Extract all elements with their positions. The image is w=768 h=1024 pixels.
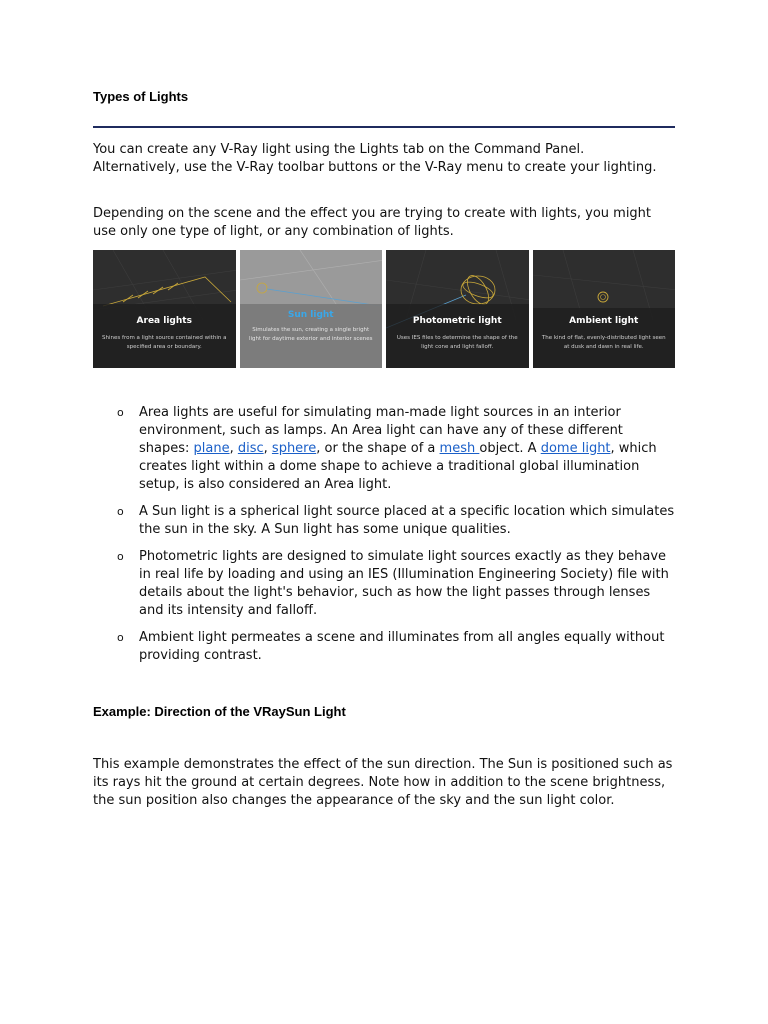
tile-photometric-light (386, 250, 529, 368)
link-plane[interactable]: plane (193, 441, 230, 456)
section-heading-vraysun-direction: Example: Direction of the VRaySun Light (93, 704, 346, 719)
tile-title: Area lights (136, 316, 192, 326)
bullet-marker: o (117, 631, 124, 644)
tile-ambient-light (533, 250, 676, 368)
tile-description: Uses IES files to determine the shape of the light cone and light falloff. (396, 335, 518, 350)
tile-title: Sun light (287, 310, 334, 320)
bullet-marker: o (117, 406, 124, 419)
intro-paragraph: You can create any V-Ray light using the Lights tab on the Command Panel. Alternatively, use the V-Ray toolbar buttons or the V-Ray menu to create your lighting. (93, 142, 657, 175)
list-item-area-lights: o Area lights are useful for simulating man-made light sources in an interior environment, such as lamps. An Area light can have any of these different shapes: plane, disc, sphere, or the shape of a mesh object. A dome light, which creates light within a dome shape to achieve a traditional global illumination setup, is also considered an Area light. (117, 405, 657, 492)
list-item-photometric-lights: o Photometric lights are designed to simulate light sources exactly as they behave in real life by loading and using an IES (Illumination Engineering Society) file with details about the light's behavior, such as how the light passes through lenses and its intensity and falloff. (117, 549, 669, 618)
list-item-sun-light: o A Sun light is a spherical light source placed at a specific location which simulates the sun in the sky. A Sun light has some unique qualities. (117, 504, 675, 537)
list-item-ambient-light: o Ambient light permeates a scene and illuminates from all angles equally without providing contrast. (117, 630, 665, 663)
bullet-marker: o (117, 505, 124, 518)
link-dome-light[interactable]: dome light (540, 441, 611, 456)
section-heading-types-of-lights: Types of Lights (93, 89, 189, 104)
tile-description: Shines from a light source contained within a specified area or boundary. (102, 335, 227, 350)
light-types-image (93, 250, 675, 368)
link-sphere[interactable]: sphere (271, 441, 317, 456)
bullet-marker: o (117, 550, 124, 563)
tile-sun-light (240, 250, 383, 368)
tile-area-lights (93, 250, 236, 368)
heading-divider (93, 126, 675, 128)
depending-paragraph: Depending on the scene and the effect you are trying to create with lights, you might use only one type of light, or any combination of lights. (93, 206, 652, 239)
link-disc[interactable]: disc (237, 441, 264, 456)
tile-description: Simulates the sun, creating a single bright light for daytime exterior and interior scenes (248, 327, 373, 342)
example-paragraph: This example demonstrates the effect of the sun direction. The Sun is positioned such as its rays hit the ground at certain degrees. Note how in addition to the scene brightness, the sun position also changes the appearance of the sky and the sun light color. (93, 757, 673, 808)
link-mesh[interactable]: mesh (439, 441, 480, 456)
tile-title: Ambient light (569, 316, 639, 326)
tile-title: Photometric light (412, 316, 502, 326)
light-types-list (115, 404, 675, 674)
tile-description: The kind of flat, evenly-distributed light seen at dusk and dawn in real life. (541, 335, 666, 350)
